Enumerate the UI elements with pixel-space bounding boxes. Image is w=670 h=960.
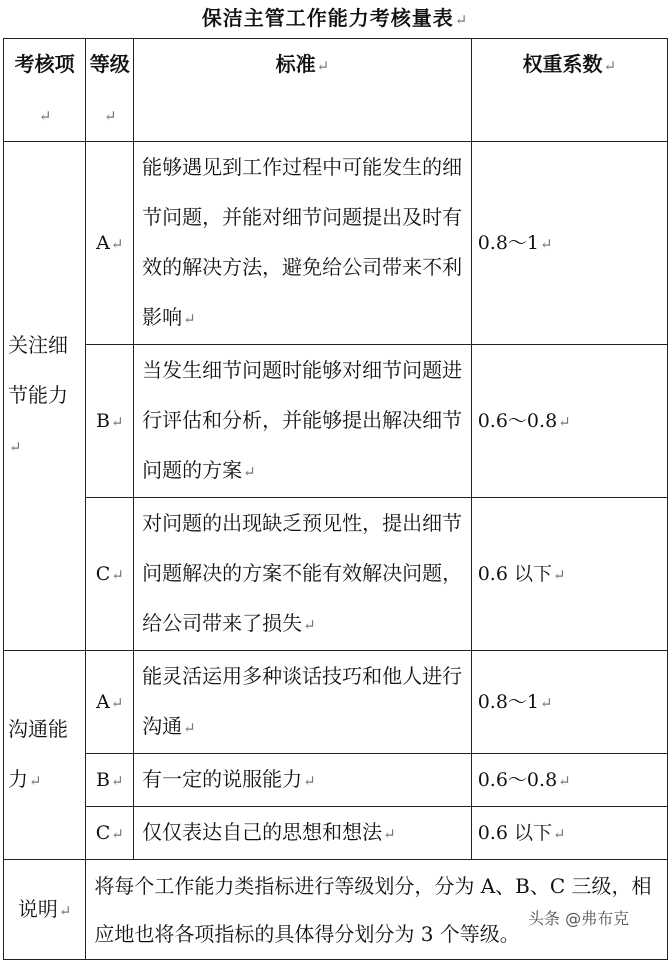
header-item: 考核项↵ [4,39,86,142]
note-text: 将每个工作能力类指标进行等级划分，分为 A、B、C 三级，相应地也将各项指标的具体得分划分为 3 个等级。 [86,860,668,960]
grade-cell: B↵ [86,345,134,498]
weight-cell: 0.6～0.8↵ [471,754,667,807]
table-row [4,807,668,860]
standard-cell: 有一定的说服能力↵ [134,754,472,807]
standard-cell: 能够遇见到工作过程中可能发生的细节问题，并能对细节问题提出及时有效的解决方法，避免给公司带来不利影响↵ [134,142,472,345]
group-name-communication: 沟通能力↵ [4,651,86,860]
table-row [4,651,668,754]
weight-cell: 0.8～1↵ [471,651,667,754]
evaluation-table [3,38,668,960]
header-weight: 权重系数↵ [471,39,667,142]
group-name-detail: 关注细节能力↵ [4,142,86,651]
standard-cell: 能灵活运用多种谈话技巧和他人进行沟通↵ [134,651,472,754]
weight-cell: 0.6 以下↵ [471,498,667,651]
table-row [4,498,668,651]
grade-cell: B↵ [86,754,134,807]
standard-cell: 对问题的出现缺乏预见性，提出细节问题解决的方案不能有效解决问题，给公司带来了损失↵ [134,498,472,651]
table-row [4,142,668,345]
weight-cell: 0.6～0.8↵ [471,345,667,498]
table-header-row [4,39,668,142]
standard-cell: 仅仅表达自己的思想和想法↵ [134,807,472,860]
grade-cell: A↵ [86,651,134,754]
page-title: 保洁主管工作能力考核量表↵ [201,6,469,30]
watermark: 头条 @弗布克 [528,906,629,929]
grade-cell: A↵ [86,142,134,345]
weight-cell: 0.8～1↵ [471,142,667,345]
table-row [4,754,668,807]
grade-cell: C↵ [86,807,134,860]
note-label: 说明↵ [4,860,86,960]
weight-cell: 0.6 以下↵ [471,807,667,860]
table-row [4,345,668,498]
grade-cell: C↵ [86,498,134,651]
standard-cell: 当发生细节问题时能够对细节问题进行评估和分析，并能够提出解决细节问题的方案↵ [134,345,472,498]
header-grade: 等级↵ [86,39,134,142]
header-standard: 标准↵ [134,39,472,142]
